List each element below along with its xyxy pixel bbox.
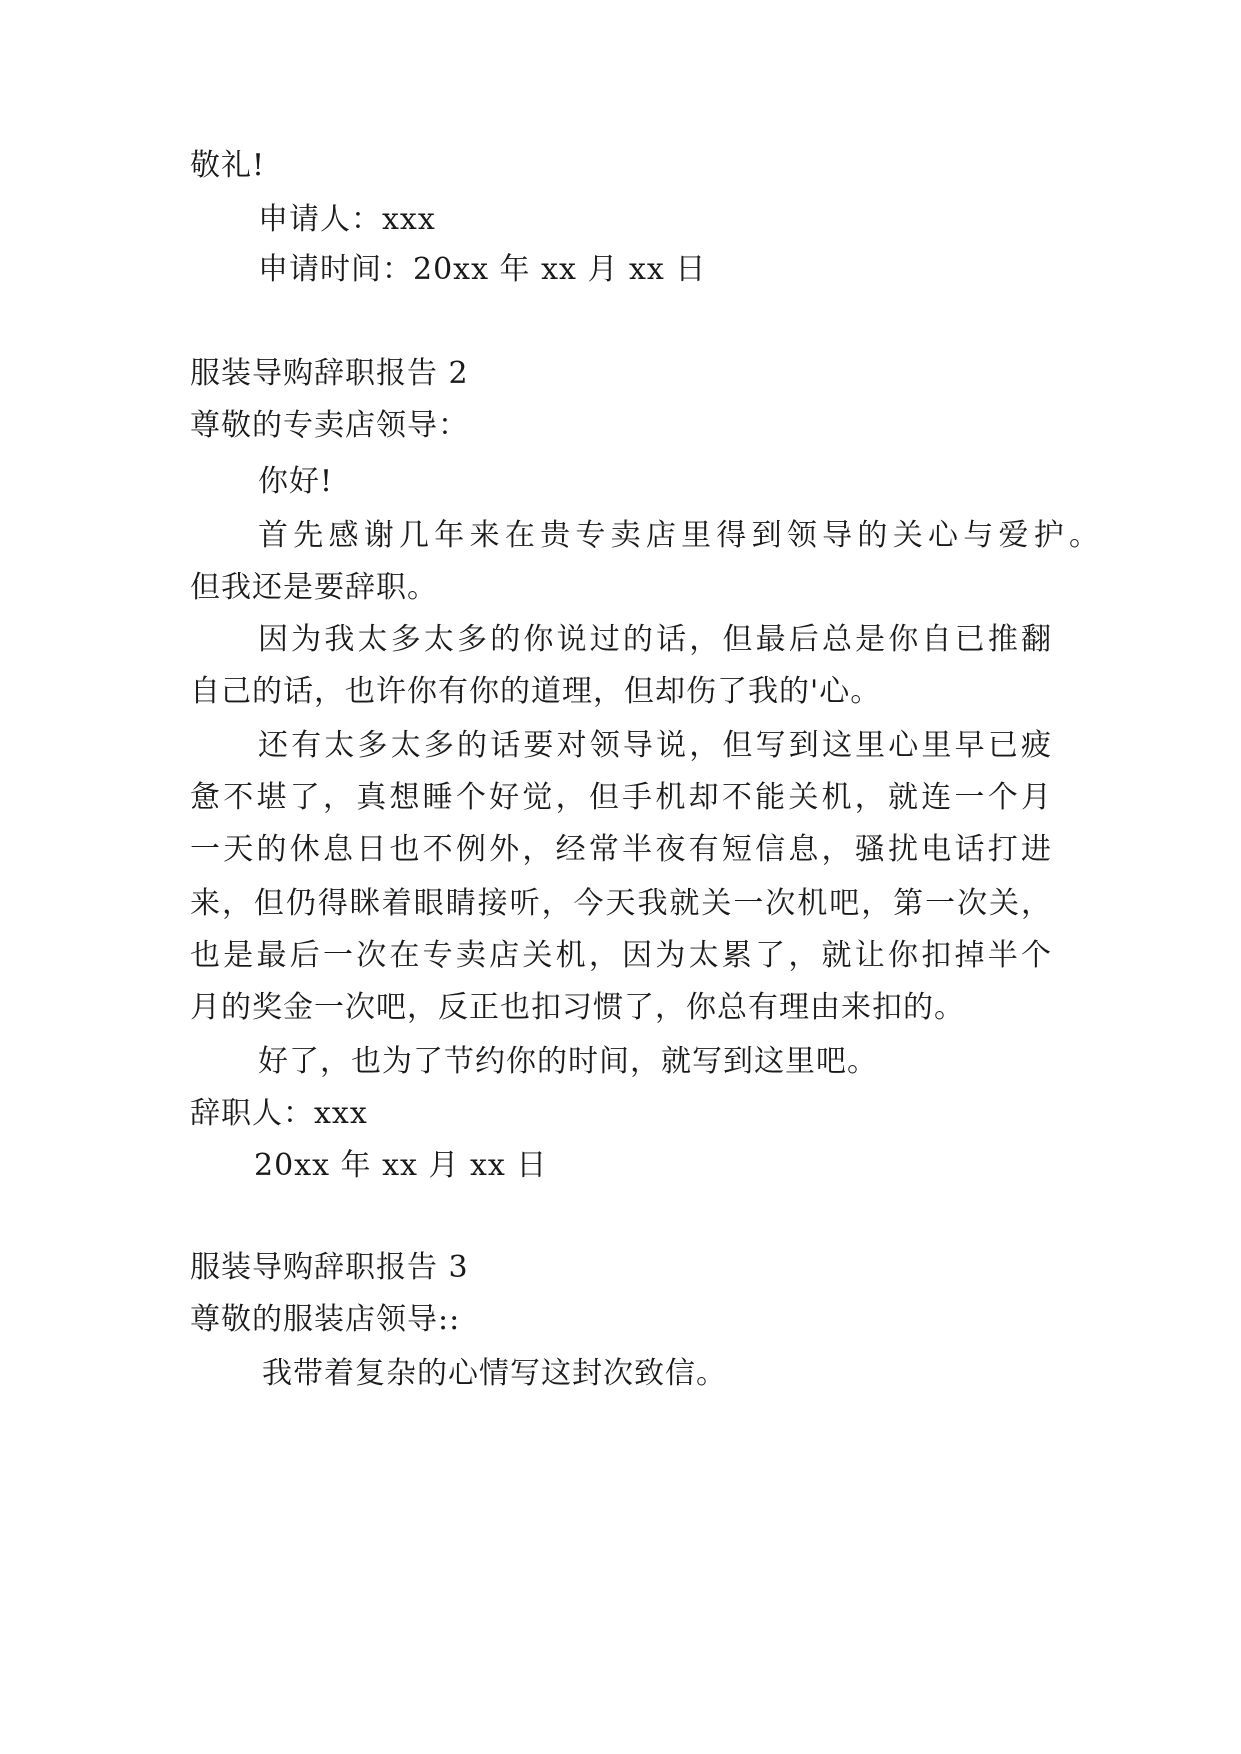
closing-salutation: 敬礼!: [190, 148, 266, 183]
greeting-line: 尊敬的专卖店领导：: [190, 408, 469, 443]
paragraph-line: 首先感谢几年来在贵专卖店里得到领导的关心与爱护。: [258, 518, 1100, 553]
paragraph-line: 自己的话，也许你有你的道理，但却伤了我的'心。: [190, 674, 882, 709]
applicant-line: 申请人：xxx: [258, 202, 436, 237]
paragraph-line: 来，但仍得眯着眼睛接听，今天我就关一次机吧，第一次关，: [190, 886, 1052, 921]
application-date-line: 申请时间：20xx 年 xx 月 xx 日: [258, 252, 707, 287]
greeting-line: 尊敬的服装店领导::: [190, 1302, 461, 1337]
paragraph-line: 也是最后一次在专卖店关机，因为太累了，就让你扣掉半个: [190, 938, 1052, 973]
resignation-date-line: 20xx 年 xx 月 xx 日: [254, 1148, 548, 1183]
paragraph-line: 一天的休息日也不例外，经常半夜有短信息，骚扰电话打进: [190, 832, 1052, 867]
paragraph-line: 月的奖金一次吧，反正也扣习惯了，你总有理由来扣的。: [190, 990, 965, 1025]
paragraph-line: 我带着复杂的心情写这封次致信。: [262, 1356, 727, 1391]
section-title-3: 服装导购辞职报告 3: [190, 1250, 469, 1285]
paragraph-line: 还有太多太多的话要对领导说，但写到这里心里早已疲: [258, 728, 1052, 763]
paragraph-line: 但我还是要辞职。: [190, 570, 438, 605]
paragraph-line: 惫不堪了，真想睡个好觉，但手机却不能关机，就连一个月: [190, 780, 1052, 815]
resigner-line: 辞职人：xxx: [190, 1096, 368, 1131]
section-title-2: 服装导购辞职报告 2: [190, 356, 469, 391]
paragraph-line: 好了，也为了节约你的时间，就写到这里吧。: [258, 1044, 878, 1079]
hello-line: 你好!: [258, 464, 334, 499]
paragraph-line: 因为我太多太多的你说过的话，但最后总是你自已推翻: [258, 622, 1052, 657]
